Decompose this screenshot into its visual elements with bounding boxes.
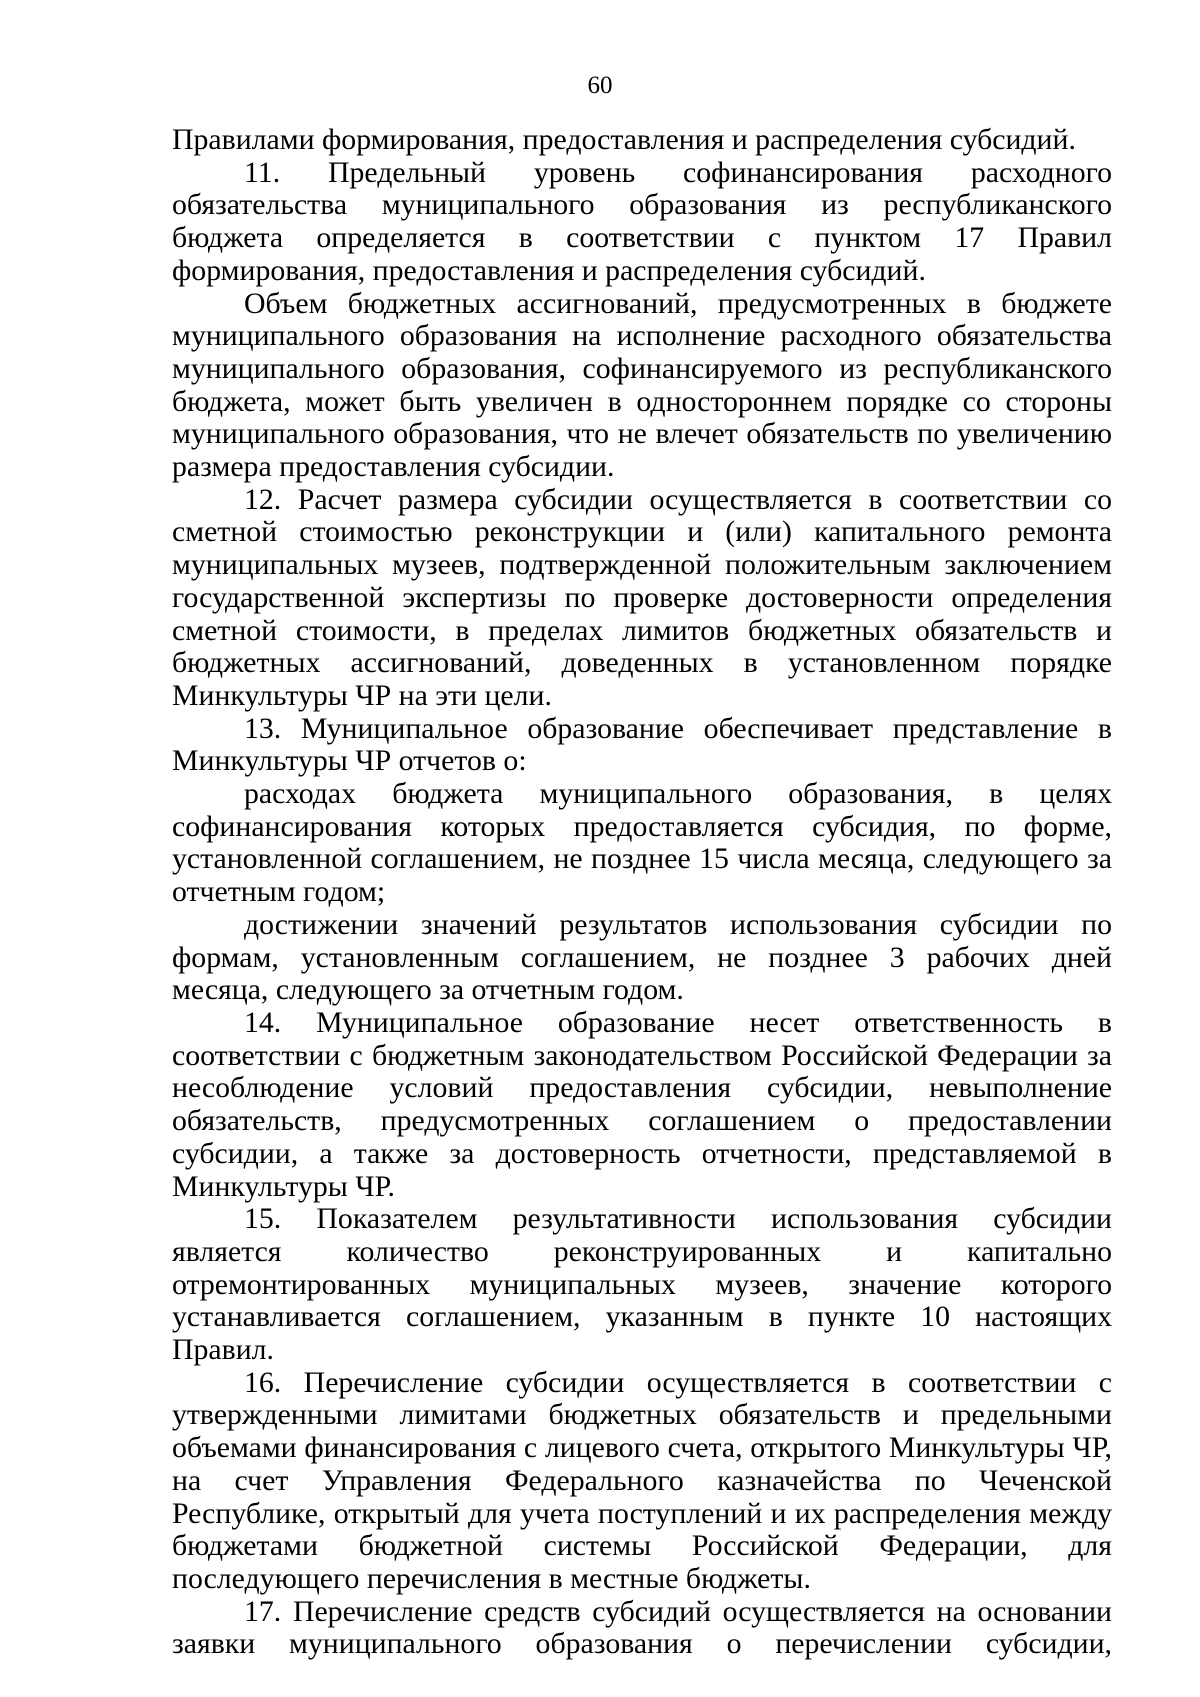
paragraph: 12. Расчет размера субсидии осуществляется в соответствии со сметной стоимостью реконструкции и (или) капитального ремонта муниципальных музеев, подтвержденной положительным заключением государственной экспертизы по проверке достоверности определения сметной стоимости, в пределах лимитов бюджетных обязательств и бюджетных ассигнований, доведенных в установленном порядке Минкультуры ЧР на эти цели.: [172, 482, 1112, 712]
page-number: 60: [587, 72, 613, 99]
paragraph: Объем бюджетных ассигнований, предусмотренных в бюджете муниципального образования на исполнение расходного обязательства муниципального образования, софинансируемого из республиканского бюджета, может быть увеличен в одностороннем порядке со стороны муниципального образования, что не влечет обязательств по увеличению размера предоставления субсидии.: [172, 286, 1112, 484]
paragraph: 13. Муниципальное образование обеспечивает представление в Минкультуры ЧР отчетов о:: [172, 711, 1112, 778]
paragraph: Правилами формирования, предоставления и распределения субсидий.: [172, 123, 1076, 156]
paragraph: 11. Предельный уровень софинансирования расходного обязательства муниципального образования из республиканского бюджета определяется в соответствии с пунктом 17 Правил формирования, предоставления и распределения субсидий.: [172, 155, 1112, 287]
paragraph: 15. Показателем результативности использования субсидии является количество реконструированных и капитально отремонтированных муниципальных музеев, значение которого устанавливается соглашением, указанным в пункте 10 настоящих Правил.: [172, 1202, 1112, 1367]
document-body: [172, 124, 1112, 1661]
paragraph: 17. Перечисление средств субсидий осуществляется на основании заявки муниципального образования о перечислении субсидии,: [172, 1594, 1112, 1661]
paragraph: 14. Муниципальное образование несет ответственность в соответствии с бюджетным законодательством Российской Федерации за несоблюдение условий предоставления субсидии, невыполнение обязательств, предусмотренных соглашением о предоставлении субсидии, а также за достоверность отчетности, представляемой в Минкультуры ЧР.: [172, 1005, 1112, 1203]
paragraph: 16. Перечисление субсидии осуществляется в соответствии с утвержденными лимитами бюджетных обязательств и предельными объемами финансирования с лицевого счета, открытого Минкультуры ЧР, на счет Управления Федерального казначейства по Чеченской Республике, открытый для учета поступлений и их распределения между бюджетами бюджетной системы Российской Федерации, для последующего перечисления в местные бюджеты.: [172, 1365, 1112, 1595]
paragraph: достижении значений результатов использования субсидии по формам, установленным соглашением, не позднее 3 рабочих дней месяца, следующего за отчетным годом.: [172, 907, 1112, 1007]
paragraph: расходах бюджета муниципального образования, в целях софинансирования которых предоставляется субсидия, по форме, установленной соглашением, не позднее 15 числа месяца, следующего за отчетным годом;: [172, 777, 1112, 909]
